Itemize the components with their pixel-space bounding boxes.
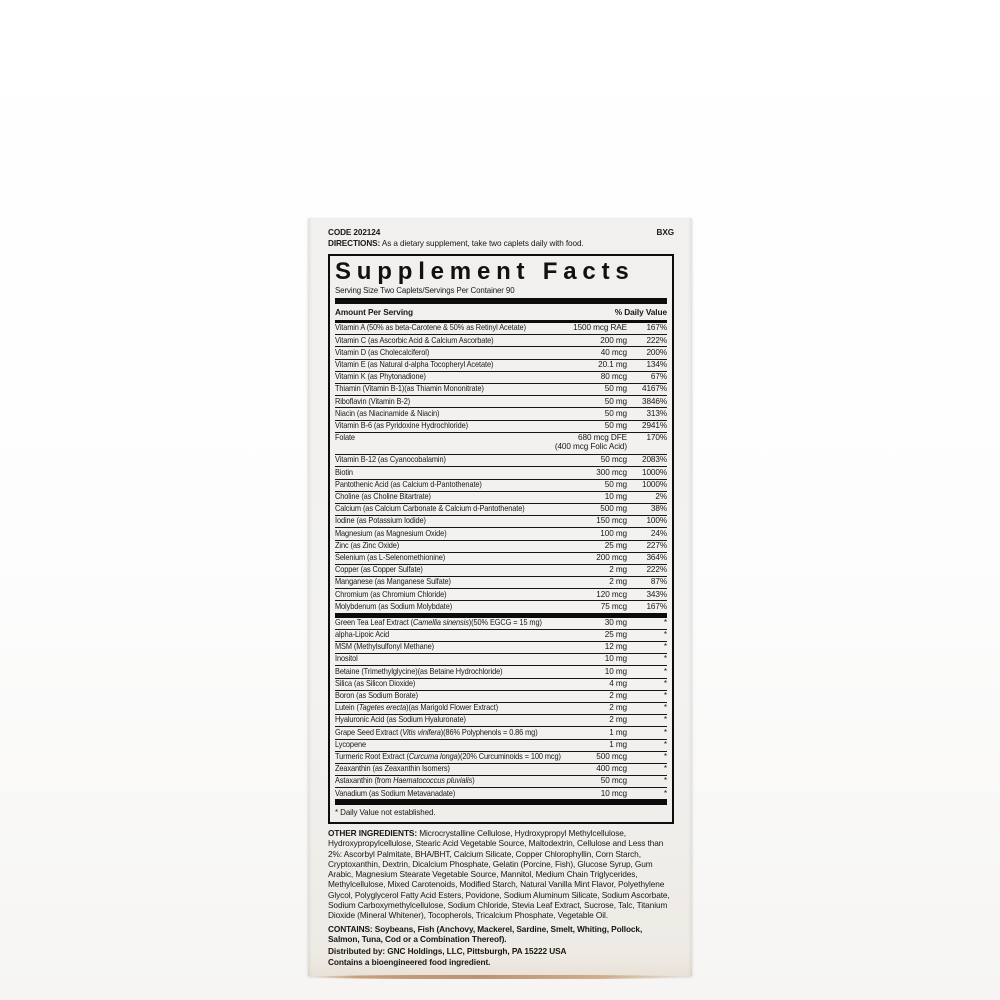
ingredient-dv: 100% bbox=[646, 516, 667, 526]
ingredient-amount: 10 mg bbox=[604, 654, 627, 664]
ingredient-dv: 167% bbox=[646, 323, 667, 333]
ingredient-name: Inositol bbox=[335, 654, 358, 664]
ingredient-name: Betaine (Trimethylglycine)(as Betaine Hydrochloride) bbox=[335, 666, 503, 676]
table-row bbox=[335, 787, 667, 799]
table-row bbox=[335, 665, 667, 677]
directions-line bbox=[328, 239, 674, 248]
ingredient-dv: * bbox=[663, 678, 667, 688]
ingredient-name: Thiamin (Vitamin B-1)(as Thiamin Mononitrate) bbox=[335, 384, 484, 394]
ingredient-amount: 25 mg bbox=[604, 630, 627, 640]
table-row bbox=[335, 564, 667, 576]
label-footer bbox=[328, 828, 674, 968]
contains-text: Soybeans, Fish (Anchovy, Mackerel, Sardine, Smelt, Whiting, Pollock, Salmon, Tuna, Cod or a Combination Thereof). bbox=[328, 923, 643, 944]
ingredient-name: Vitamin A (50% as beta-Carotene & 50% as Retinyl Acetate) bbox=[335, 323, 526, 333]
ingredient-name: Vitamin B-6 (as Pyridoxine Hydrochloride) bbox=[335, 420, 468, 430]
ingredient-dv: * bbox=[663, 630, 667, 640]
table-row bbox=[335, 763, 667, 775]
table-row bbox=[335, 751, 667, 763]
ingredient-dv: 343% bbox=[646, 589, 667, 599]
table-row bbox=[335, 334, 667, 346]
ingredient-amount: 2 mg bbox=[609, 565, 627, 575]
ingredient-dv: 167% bbox=[646, 601, 667, 611]
other-ingredients-text: Microcrystalline Cellulose, Hydroxypropyl Methylcellulose, Hydroxypropylcellulose, Stearic Acid Vegetable Source, Maltodextrin, Cellulose and Less than 2%: Ascorbyl Palmitate, BHA/BHT, Calcium Silicate, Copper Chlorophyllin, Corn Starch, Cryptoxanthin, Dextrin, Dicalcium Phosphate, Gelatin (Porcine, Fish), Glucose Syrup, Gum Arabic, Magnesium Stearate Vegetable Source, Mannitol, Medium Chain Triglycerides, Methylcellulose, Mixed Carotenoids, Modified Starch, Natural Vanilla Mint Flavor, Polyethylene Glycol, Polyglycerol Fatty Acid Esters, Povidone, Sodium Aluminum Silicate, Sodium Ascorbate, Sodium Carboxymethylcellulose, Sodium Chloride, Stevia Leaf Extract, Sucrose, Talc, Titanium Dioxide (Mineral Whitener), Tocopherols, Tricalcium Phosphate, Vegetable Oil. bbox=[328, 828, 670, 921]
ingredient-name: Calcium (as Calcium Carbonate & Calcium d-Pantothenate) bbox=[335, 504, 525, 514]
ingredient-name: Chromium (as Chromium Chloride) bbox=[335, 589, 447, 599]
ingredient-dv: * bbox=[663, 764, 667, 774]
ingredient-dv: * bbox=[663, 642, 667, 652]
table-row bbox=[335, 641, 667, 653]
ingredient-amount: 4 mg bbox=[609, 678, 627, 688]
ingredient-dv: * bbox=[663, 715, 667, 725]
ingredient-name: Copper (as Copper Sulfate) bbox=[335, 565, 423, 575]
ingredient-dv: * bbox=[663, 776, 667, 786]
panel-title: Supplement Facts bbox=[335, 257, 635, 285]
table-row bbox=[335, 600, 667, 612]
ingredient-dv: 222% bbox=[646, 565, 667, 575]
ingredient-name: Zeaxanthin (as Zeaxanthin Isomers) bbox=[335, 764, 450, 774]
ingredient-name: Grape Seed Extract (Vitis vinifera)(86% Polyphenols = 0.86 mg) bbox=[335, 727, 538, 737]
ingredient-dv: 2% bbox=[655, 492, 667, 502]
ingredient-amount: 1 mg bbox=[609, 727, 627, 737]
column-daily-value: % Daily Value bbox=[614, 306, 667, 317]
serving-size-line: Serving Size Two Caplets/Servings Per Container 90 bbox=[335, 285, 515, 295]
ingredient-amount: 680 mcg DFE (400 mcg Folic Acid) bbox=[554, 433, 627, 451]
ingredient-amount: 80 mcg bbox=[600, 372, 627, 382]
ingredient-amount: 50 mg bbox=[604, 384, 627, 394]
table-row bbox=[335, 407, 667, 419]
ingredient-name: Molybdenum (as Sodium Molybdate) bbox=[335, 601, 453, 611]
other-ingredients-paragraph bbox=[328, 828, 674, 921]
ingredient-dv: * bbox=[663, 751, 667, 761]
ingredient-dv: 4167% bbox=[642, 384, 667, 394]
table-row bbox=[335, 346, 667, 358]
ingredient-name: alpha-Lipoic Acid bbox=[335, 630, 390, 640]
ingredient-dv: * bbox=[663, 654, 667, 664]
ingredient-name: Choline (as Choline Bitartrate) bbox=[335, 492, 431, 502]
ingredient-name: Vitamin B-12 (as Cyanocobalamin) bbox=[335, 455, 446, 465]
ingredient-name: Selenium (as L-Selenomethionine) bbox=[335, 552, 446, 562]
ingredient-amount: 12 mg bbox=[604, 642, 627, 652]
ingredient-amount: 2 mg bbox=[609, 703, 627, 713]
table-row bbox=[335, 629, 667, 641]
table-row bbox=[335, 702, 667, 714]
table-row bbox=[335, 420, 667, 432]
table-row bbox=[335, 588, 667, 600]
ingredient-amount: 50 mg bbox=[604, 420, 627, 430]
ingredient-amount: 1 mg bbox=[609, 739, 627, 749]
ingredient-amount: 50 mg bbox=[604, 408, 627, 418]
ingredient-amount: 10 mg bbox=[604, 492, 627, 502]
table-row bbox=[335, 726, 667, 738]
supplement-label bbox=[308, 218, 692, 976]
ingredient-amount: 150 mcg bbox=[596, 516, 627, 526]
ingredient-amount: 500 mg bbox=[600, 504, 627, 514]
ingredient-amount: 20.1 mg bbox=[598, 359, 627, 369]
ingredient-name: Turmeric Root Extract (Curcuma longa)(20% Curcuminoids = 100 mcg) bbox=[335, 751, 561, 761]
ingredient-name: Magnesium (as Magnesium Oxide) bbox=[335, 528, 447, 538]
label-bottom-edge bbox=[312, 975, 688, 979]
table-row bbox=[335, 323, 667, 334]
ingredient-name: Pantothenic Acid (as Calcium d-Pantothenate) bbox=[335, 479, 482, 489]
ingredient-dv: * bbox=[663, 691, 667, 701]
ingredient-dv: 222% bbox=[646, 335, 667, 345]
table-row bbox=[335, 576, 667, 588]
ingredient-amount: 200 mcg bbox=[596, 552, 627, 562]
ingredient-amount: 25 mg bbox=[604, 540, 627, 550]
table-row bbox=[335, 466, 667, 478]
ingredient-name: Vanadium (as Sodium Metavanadate) bbox=[335, 788, 456, 798]
table-row bbox=[335, 618, 667, 629]
ingredient-amount: 100 mg bbox=[600, 528, 627, 538]
table-row bbox=[335, 359, 667, 371]
ingredient-name: Biotin bbox=[335, 467, 353, 477]
ingredient-name: Vitamin C (as Ascorbic Acid & Calcium Ascorbate) bbox=[335, 335, 494, 345]
ingredient-dv: 87% bbox=[650, 577, 667, 587]
ingredient-dv: * bbox=[663, 703, 667, 713]
ingredient-dv: * bbox=[663, 617, 667, 627]
ingredient-dv: 67% bbox=[650, 372, 667, 382]
table-row bbox=[335, 479, 667, 491]
ingredient-dv: 200% bbox=[646, 347, 667, 357]
ingredient-name: Lycopene bbox=[335, 739, 366, 749]
ingredient-amount-sub: (400 mcg Folic Acid) bbox=[554, 441, 627, 451]
ingredient-amount: 10 mcg bbox=[600, 788, 627, 798]
ingredient-name: Vitamin E (as Natural d-alpha Tocopheryl Acetate) bbox=[335, 359, 494, 369]
ingredient-dv: 1000% bbox=[642, 479, 667, 489]
ingredient-name: Folate bbox=[335, 433, 355, 443]
ingredient-name: Niacin (as Niacinamide & Niacin) bbox=[335, 408, 440, 418]
table-row bbox=[335, 653, 667, 665]
other-ingredients-label: OTHER INGREDIENTS: bbox=[328, 828, 418, 839]
ingredient-dv: * bbox=[663, 727, 667, 737]
ingredient-amount: 2 mg bbox=[609, 691, 627, 701]
table-row bbox=[335, 383, 667, 395]
ingredient-name: Riboflavin (Vitamin B-2) bbox=[335, 396, 411, 406]
ingredient-dv: * bbox=[663, 739, 667, 749]
ingredient-amount: 300 mcg bbox=[596, 467, 627, 477]
ingredient-amount: 50 mcg bbox=[600, 455, 627, 465]
ingredient-name: Iodine (as Potassium Iodide) bbox=[335, 516, 426, 526]
ingredient-dv: 1000% bbox=[642, 467, 667, 477]
batch-code: BXG bbox=[656, 228, 674, 237]
ingredient-dv: * bbox=[663, 788, 667, 798]
daily-value-footnote: * Daily Value not established. bbox=[335, 808, 436, 818]
ingredient-dv: 134% bbox=[646, 359, 667, 369]
column-amount-per-serving: Amount Per Serving bbox=[335, 306, 413, 317]
table-row bbox=[335, 527, 667, 539]
ingredient-name: Astaxanthin (from Haematococcus pluvialis) bbox=[335, 776, 475, 786]
ingredient-amount: 50 mg bbox=[604, 479, 627, 489]
ingredient-dv: 24% bbox=[650, 528, 667, 538]
directions-label: DIRECTIONS: bbox=[328, 238, 381, 248]
ingredient-amount: 40 mcg bbox=[600, 347, 627, 357]
ingredient-name: Green Tea Leaf Extract (Camellia sinensis)(50% EGCG = 15 mg) bbox=[335, 617, 542, 627]
ingredient-amount: 30 mg bbox=[604, 617, 627, 627]
ingredient-name: Hyaluronic Acid (as Sodium Hyaluronate) bbox=[335, 715, 466, 725]
table-row bbox=[335, 690, 667, 702]
ingredient-amount: 75 mcg bbox=[600, 601, 627, 611]
ingredient-amount: 200 mg bbox=[600, 335, 627, 345]
bioengineered-line: Contains a bioengineered food ingredient. bbox=[328, 957, 491, 968]
ingredient-dv: 2083% bbox=[642, 455, 667, 465]
ingredient-name: Vitamin D (as Cholecalciferol) bbox=[335, 347, 430, 357]
table-row bbox=[335, 775, 667, 787]
ingredient-amount: 1500 mcg RAE bbox=[573, 323, 627, 333]
ingredient-amount: 10 mg bbox=[604, 666, 627, 676]
supplement-facts-panel bbox=[328, 254, 674, 824]
table-row bbox=[335, 503, 667, 515]
ingredient-amount: 500 mcg bbox=[596, 751, 627, 761]
table-row bbox=[335, 395, 667, 407]
table-column-header bbox=[335, 304, 667, 319]
ingredient-amount: 400 mcg bbox=[596, 764, 627, 774]
directions-text: As a dietary supplement, take two caplets daily with food. bbox=[380, 238, 584, 248]
ingredient-name: Manganese (as Manganese Sulfate) bbox=[335, 577, 451, 587]
ingredient-name: Silica (as Silicon Dioxide) bbox=[335, 678, 416, 688]
ingredient-name: MSM (Methylsulfonyl Methane) bbox=[335, 642, 435, 652]
ingredient-name: Zinc (as Zinc Oxide) bbox=[335, 540, 400, 550]
ingredient-dv: 38% bbox=[650, 504, 667, 514]
distributed-by-line: Distributed by: GNC Holdings, LLC, Pittsburgh, PA 15222 USA bbox=[328, 946, 567, 957]
contains-paragraph bbox=[328, 924, 674, 945]
table-row bbox=[335, 739, 667, 751]
ingredient-name: Vitamin K (as Phytonadione) bbox=[335, 372, 426, 382]
table-row bbox=[335, 371, 667, 383]
table-row bbox=[335, 714, 667, 726]
ingredient-amount: 50 mcg bbox=[600, 776, 627, 786]
product-code: CODE 202124 bbox=[328, 228, 381, 237]
vitamins-minerals-rows bbox=[335, 323, 667, 613]
ingredient-dv: 2941% bbox=[642, 420, 667, 430]
ingredient-name: Boron (as Sodium Borate) bbox=[335, 691, 419, 701]
table-row bbox=[335, 432, 667, 454]
table-row bbox=[335, 454, 667, 466]
table-row bbox=[335, 552, 667, 564]
label-header bbox=[328, 228, 674, 237]
contains-label: CONTAINS: bbox=[328, 923, 373, 934]
botanicals-rows bbox=[335, 618, 667, 800]
ingredient-dv: 227% bbox=[646, 540, 667, 550]
ingredient-dv: 313% bbox=[646, 408, 667, 418]
ingredient-amount: 50 mg bbox=[604, 396, 627, 406]
table-row bbox=[335, 540, 667, 552]
ingredient-amount: 2 mg bbox=[609, 715, 627, 725]
ingredient-dv: 170% bbox=[646, 433, 667, 443]
ingredient-amount: 120 mcg bbox=[596, 589, 627, 599]
table-row bbox=[335, 515, 667, 527]
table-row bbox=[335, 678, 667, 690]
ingredient-dv: * bbox=[663, 666, 667, 676]
ingredient-name: Lutein (Tagetes erecta)(as Marigold Flower Extract) bbox=[335, 703, 499, 713]
ingredient-dv: 3846% bbox=[642, 396, 667, 406]
ingredient-amount: 2 mg bbox=[609, 577, 627, 587]
table-row bbox=[335, 491, 667, 503]
ingredient-dv: 364% bbox=[646, 552, 667, 562]
